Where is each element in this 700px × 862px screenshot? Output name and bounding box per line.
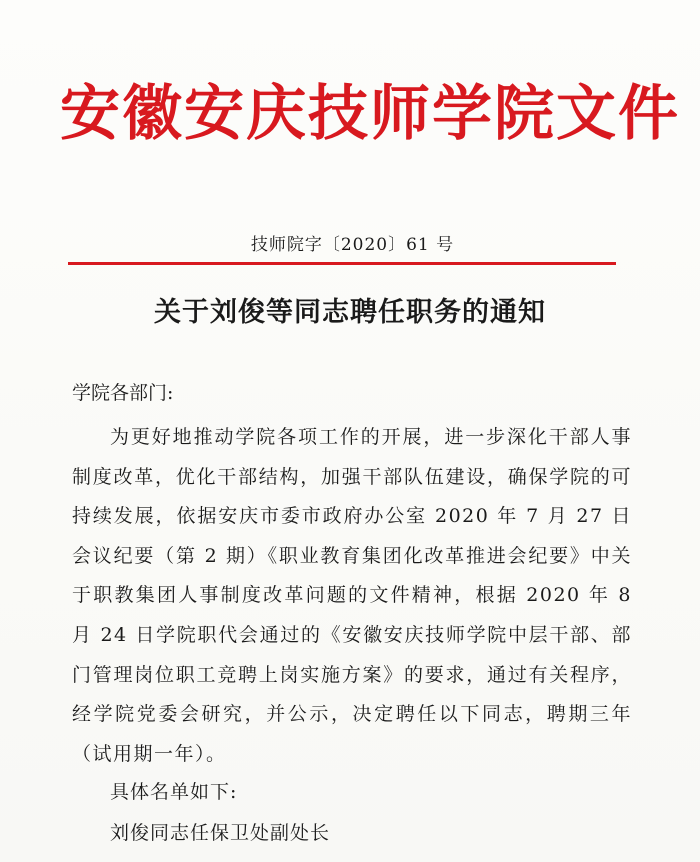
issuer-title: 安徽安庆技师学院文件	[60, 79, 680, 149]
body-paragraph: 为更好地推动学院各项工作的开展，进一步深化干部人事制度改革，优化干部结构，加强干部队伍建设，确保学院的可持续发展，依据安庆市委市政府办公室 2020 年 7 月 27 日会议纪要（第 2 期）《职业教育集团化改革推进会纪要》中关于职教集团人事制度改革问题的文件精神，根据 2020 年 8 月 24 日学院职代会通过的《安徽安庆技师学院中层干部、部门管理岗位职工竞聘上岗实施方案》的要求，通过有关程序，经学院党委会研究，并公示，决定聘任以下同志，聘期三年（试用期一年）。	[72, 426, 632, 765]
salutation: 学院各部门:	[72, 382, 174, 404]
red-divider-line	[68, 262, 616, 265]
document-number: 技师院字〔2020〕61 号	[250, 235, 455, 255]
appointment-item: 刘俊同志任保卫处副处长	[110, 822, 331, 844]
list-intro: 具体名单如下:	[110, 781, 238, 803]
notice-title: 关于刘俊等同志聘任职务的通知	[154, 297, 546, 328]
